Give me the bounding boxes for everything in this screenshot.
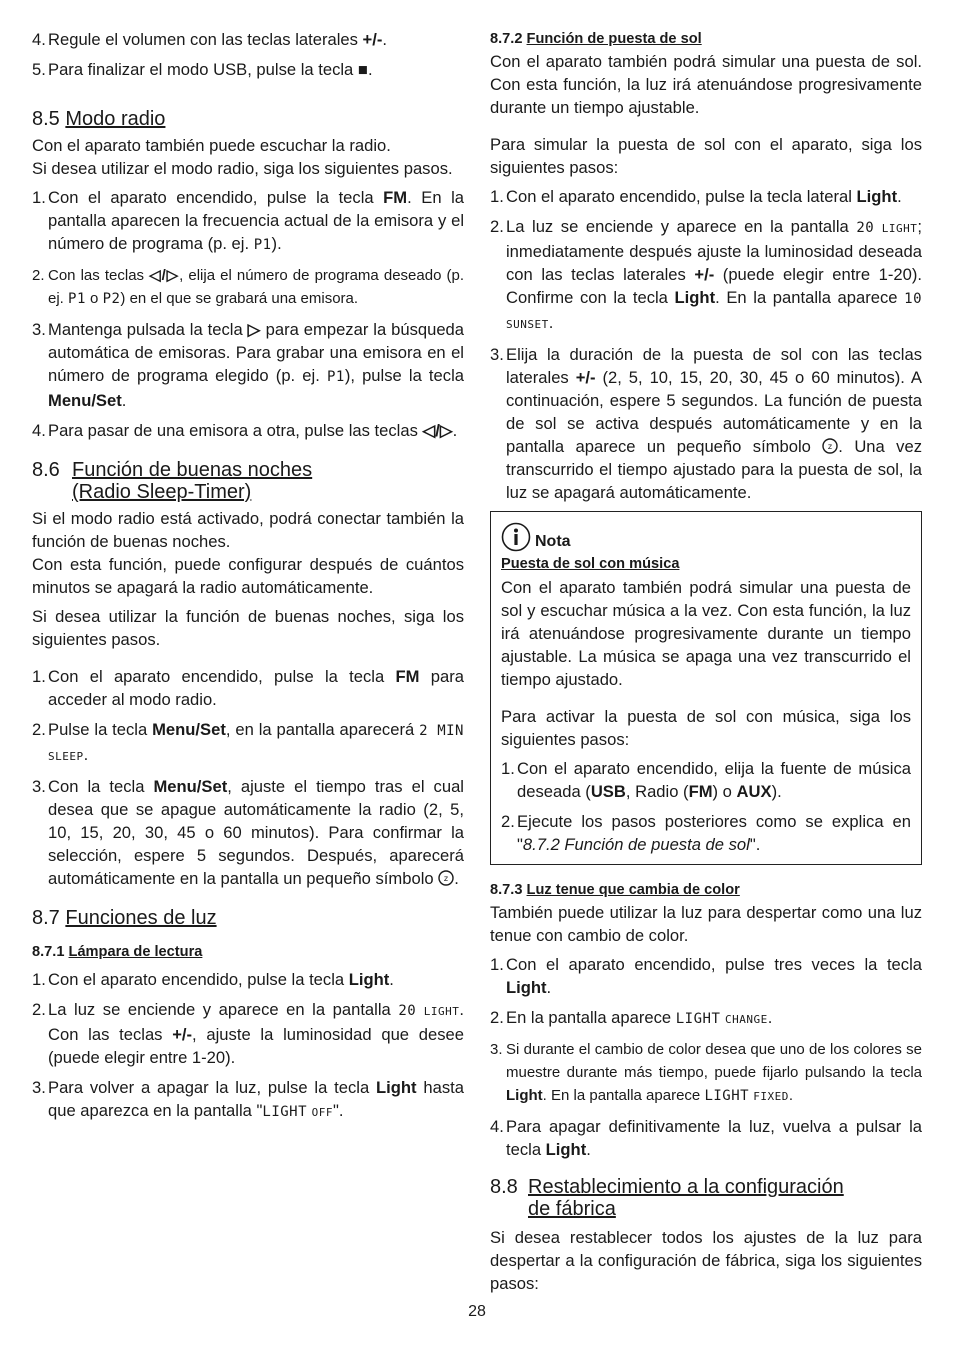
list-item	[490, 215, 922, 336]
item-text: Regule el volumen con las teclas laterales	[48, 30, 363, 49]
item-number: 3.	[490, 1041, 503, 1058]
item-text: ; inmediatamente después ajuste la luminosidad deseada con las teclas laterales	[506, 217, 922, 284]
info-icon	[501, 522, 531, 552]
item-number: 2.	[32, 720, 46, 739]
item-bold: FM	[395, 667, 420, 686]
svg-text:z: z	[828, 442, 833, 451]
list-item	[490, 1038, 922, 1108]
note-box	[490, 511, 922, 865]
item-number: 1.	[32, 188, 46, 207]
section-heading-8-7	[32, 907, 464, 929]
lcd-text: 20	[856, 220, 875, 236]
lcd-text: LIGHT	[423, 1005, 460, 1018]
list-item	[32, 264, 464, 311]
prev-next-icon: ◁/▷	[422, 421, 453, 440]
lcd-text: 20	[398, 1003, 417, 1019]
lcd-text: FIXED	[753, 1090, 789, 1103]
list-item	[32, 968, 464, 991]
item-number: 1.	[501, 759, 515, 778]
item-text: .	[454, 869, 459, 888]
item-bold: Menu/Set	[152, 720, 226, 739]
subsection-number: 8.7.3	[490, 882, 523, 898]
item-text: .	[121, 391, 127, 410]
lcd-text: OFF	[311, 1106, 334, 1119]
lcd-text: LIGHT	[881, 222, 918, 235]
item-text: Elija la duración de la puesta de sol con las teclas laterales	[506, 345, 922, 387]
paragraph: Con el aparato también puede escuchar la radio.	[32, 136, 391, 155]
list-item	[32, 775, 464, 890]
item-text: .	[548, 313, 554, 332]
item-number: 4.	[32, 421, 46, 440]
note-label: Nota	[535, 533, 571, 550]
left-column	[32, 28, 464, 1131]
item-number: 3.	[32, 1078, 46, 1097]
section-title: Funciones de luz	[65, 907, 217, 929]
item-text: Con el aparato encendido, pulse tres veces la tecla	[506, 955, 922, 974]
item-number: 2.	[490, 217, 504, 236]
item-text: Para pasar de una emisora a otra, pulse las teclas	[48, 421, 423, 440]
sleep-timer-icon	[438, 870, 454, 886]
item-text: para acceder al modo radio.	[48, 667, 464, 709]
item-text: . En la pantalla aparece	[542, 1087, 705, 1104]
subsection-number: 8.7.1	[32, 944, 65, 960]
lcd-text: CHANGE	[725, 1013, 768, 1026]
item-text: Mantenga pulsada la tecla	[48, 320, 248, 339]
item-text: .	[897, 187, 902, 206]
item-text: Para volver a apagar la luz, pulse la tecla	[48, 1078, 377, 1097]
paragraph: Con el aparato también podrá simular una puesta de sol. Con esta función, la luz irá atenuándose progresivamente durante un tiempo ajustable.	[490, 52, 922, 117]
paragraph: Para simular la puesta de sol con el aparato, siga los siguientes pasos:	[490, 135, 922, 177]
paragraph: Si desea restablecer todos los ajustes de la luz para despertar a la configuración de fábrica, siga los siguientes pasos:	[490, 1228, 922, 1293]
item-text: La luz se enciende y aparece en la pantalla	[48, 1000, 399, 1019]
item-text: ) en el que se grabará una emisora.	[120, 290, 359, 307]
item-text: (puede elegir entre 1-20). Confirme con la tecla	[506, 265, 922, 307]
item-bold: USB	[590, 782, 626, 801]
subsection-heading-8-7-1	[32, 941, 464, 963]
item-text: , elija el número de programa deseado (p. ej.	[48, 267, 464, 307]
list-item	[490, 953, 922, 999]
sleep-timer-icon	[822, 438, 838, 454]
item-text: Para apagar definitivamente la luz, vuelva a pulsar la tecla	[506, 1117, 922, 1159]
item-bold: Menu/Set	[48, 391, 122, 410]
section-heading-8-6	[32, 459, 464, 503]
right-column	[490, 28, 922, 1295]
list-item	[490, 1115, 922, 1161]
list-item	[501, 757, 911, 803]
item-text: .	[586, 1140, 591, 1159]
list-item	[32, 318, 464, 412]
item-bold: Light	[506, 1087, 543, 1104]
item-bold: +/-	[362, 30, 383, 49]
item-text: .	[367, 60, 373, 79]
item-number: 2.	[32, 267, 45, 284]
item-bold: AUX	[736, 782, 772, 801]
prev-next-icon: ◁/▷	[149, 267, 180, 284]
list-item	[32, 718, 464, 768]
item-text: ) o	[712, 782, 737, 801]
section-title: de fábrica	[528, 1198, 616, 1220]
item-bold: Light	[348, 970, 390, 989]
item-text: .	[767, 1008, 773, 1027]
item-number: 2.	[32, 1000, 46, 1019]
item-bold: Menu/Set	[153, 777, 228, 796]
item-text: o	[85, 290, 103, 307]
item-text: La luz se enciende y aparece en la pantalla	[506, 217, 857, 236]
item-bold: Light	[674, 288, 716, 307]
item-bold: FM	[383, 188, 408, 207]
item-text: Con las teclas	[48, 267, 150, 284]
item-bold: Light	[376, 1078, 417, 1097]
note-subtitle: Puesta de sol con música	[501, 556, 680, 572]
svg-text:z: z	[444, 874, 449, 883]
item-bold: +/-	[575, 368, 596, 387]
lcd-text: LIGHT	[704, 1088, 750, 1104]
lcd-text: 2 MIN	[419, 723, 464, 739]
list-item	[32, 28, 464, 51]
item-text: .	[382, 30, 387, 49]
section-title: Restablecimiento a la configuración	[528, 1176, 844, 1198]
item-bold: Light	[856, 187, 898, 206]
subsection-title: Función de puesta de sol	[526, 31, 702, 47]
item-text: Con el aparato encendido, pulse la tecla	[48, 970, 349, 989]
paragraph: Para activar la puesta de sol con música, siga los siguientes pasos:	[501, 707, 911, 749]
paragraph: También puede utilizar la luz para despertar como una luz tenue con cambio de color.	[490, 903, 922, 945]
paragraph: Si desea utilizar la función de buenas noches, siga los siguientes pasos.	[32, 607, 464, 649]
item-number: 1.	[32, 667, 46, 686]
item-text: , en la pantalla aparecerá	[225, 720, 420, 739]
lcd-text: 10	[904, 291, 922, 307]
list-item	[32, 186, 464, 257]
lcd-text: P1	[326, 369, 345, 385]
lcd-text: P1	[253, 237, 272, 253]
item-text: Pulse la tecla	[48, 720, 153, 739]
list-item	[501, 810, 911, 856]
item-number: 3.	[490, 345, 504, 364]
section-heading-8-8	[490, 1176, 922, 1220]
list-item	[32, 1076, 464, 1124]
note-header	[501, 520, 911, 553]
item-text: . Una vez transcurrido el tiempo ajustado para la puesta de sol, la luz se apagará automáticamente.	[506, 437, 922, 502]
item-text: .	[546, 978, 552, 997]
item-number: 3.	[32, 320, 46, 339]
item-text: para empezar la búsqueda automática de emisoras. Para grabar una emisora en el número de programa elegido (p. ej.	[48, 320, 465, 385]
item-text: (2, 5, 10, 15, 20, 30, 45 o 60 minutos). A continuación, espere 5 segundos. La función de puesta de sol se activa después automáticamente y en la pantalla aparece un pequeño símbolo	[506, 368, 922, 456]
list-item	[490, 185, 922, 208]
item-number: 2.	[501, 812, 515, 831]
section-number: 8.7	[32, 907, 60, 929]
section-title: (Radio Sleep-Timer)	[72, 481, 252, 503]
item-number: 1.	[490, 187, 504, 206]
subsection-heading-8-7-2	[490, 28, 922, 50]
paragraph: Con esta función, puede configurar después de cuántos minutos se apagará la radio automáticamente.	[32, 555, 464, 597]
section-number: 8.5	[32, 108, 60, 130]
item-number: 3.	[32, 777, 46, 796]
lcd-text: P1	[68, 291, 86, 307]
item-text: hasta que aparezca en la pantalla "	[48, 1078, 464, 1120]
section-title: Función de buenas noches	[72, 459, 313, 481]
section-title: Modo radio	[65, 108, 166, 130]
stop-symbol: ■	[357, 60, 368, 79]
item-text: , ajuste el tiempo tras el cual desea que se apague automáticamente la radio (2, 5, 10, 15, 20, 30, 45 o 60 minutos). Para confirmar la selección, espere 5 segundos. Después, aparecerá automáticamente en la pantalla un pequeño símbolo	[48, 777, 464, 888]
paragraph: Con el aparato también podrá simular una puesta de sol y escuchar música a la vez. Con esta función, la luz irá atenuándose progresivamente durante un tiempo ajustable. La música se apaga una vez transcurrido el tiempo ajustado.	[501, 578, 911, 689]
item-number: 4.	[32, 30, 46, 49]
list-item	[32, 998, 464, 1069]
item-text: ).	[271, 234, 282, 253]
list-item	[32, 58, 464, 81]
item-text: En la pantalla aparece	[506, 1008, 676, 1027]
item-number: 4.	[490, 1117, 504, 1136]
item-text: ".	[749, 835, 761, 854]
item-number: 2.	[490, 1008, 504, 1027]
lcd-text: P2	[102, 291, 121, 307]
list-item	[490, 1006, 922, 1031]
item-text: ".	[333, 1101, 344, 1120]
lcd-text: LIGHT	[262, 1104, 308, 1120]
paragraph: Si el modo radio está activado, podrá conectar también la función de buenas noches.	[32, 509, 464, 551]
item-text: ), pulse la tecla	[344, 366, 464, 385]
item-bold: FM	[688, 782, 713, 801]
item-text: Con el aparato encendido, elija la fuente de música deseada (	[517, 759, 911, 801]
item-text: ).	[771, 782, 782, 801]
item-number: 5.	[32, 60, 46, 79]
subsection-title: Lámpara de lectura	[68, 944, 203, 960]
next-icon: ▷	[247, 320, 261, 339]
item-bold: +/-	[172, 1025, 193, 1044]
item-text: .	[389, 970, 394, 989]
lcd-text: SLEEP	[48, 750, 84, 763]
page-number: 28	[468, 1303, 486, 1320]
list-item	[32, 419, 464, 442]
item-text: , ajuste la luminosidad que desee (puede elegir entre 1-20).	[48, 1025, 464, 1067]
list-item	[490, 343, 922, 504]
subsection-heading-8-7-3	[490, 879, 922, 901]
item-text: .	[788, 1087, 794, 1104]
section-number: 8.6	[32, 459, 60, 481]
item-text: Con el aparato encendido, pulse la tecla	[48, 188, 384, 207]
item-text: .	[452, 421, 458, 440]
item-text: . En la pantalla aparecen la frecuencia actual de la emisora y el número de programa (p. ej.	[48, 188, 464, 253]
item-text: Ejecute los pasos posteriores como se explica en "	[517, 812, 911, 854]
item-text: Con el aparato encendido, pulse la tecla	[48, 667, 396, 686]
lcd-text: LIGHT	[675, 1011, 721, 1027]
lcd-text: SUNSET	[506, 318, 549, 331]
item-text: Con el aparato encendido, pulse la tecla lateral	[506, 187, 857, 206]
item-bold: Light	[506, 978, 547, 997]
item-text: . En la pantalla aparece	[715, 288, 905, 307]
item-text: Para finalizar el modo USB, pulse la tecla	[48, 60, 358, 79]
list-item	[32, 665, 464, 711]
item-text: , Radio (	[625, 782, 689, 801]
item-number: 1.	[490, 955, 504, 974]
item-text: Si durante el cambio de color desea que uno de los colores se muestre durante más tiempo, puede fijarlo pulsando la tecla	[506, 1041, 922, 1081]
subsection-title: Luz tenue que cambia de color	[526, 882, 740, 898]
item-text: . Con las teclas	[48, 1000, 464, 1044]
item-number: 1.	[32, 970, 46, 989]
item-text: Con la tecla	[48, 777, 154, 796]
item-bold: Light	[545, 1140, 587, 1159]
paragraph: Si desea utilizar el modo radio, siga los siguientes pasos.	[32, 159, 453, 178]
section-heading-8-5	[32, 108, 464, 130]
section-number: 8.8	[490, 1176, 518, 1198]
subsection-number: 8.7.2	[490, 31, 523, 47]
item-bold: +/-	[694, 265, 715, 284]
cross-reference: 8.7.2 Función de puesta de sol	[522, 835, 750, 854]
item-text: .	[83, 745, 89, 764]
